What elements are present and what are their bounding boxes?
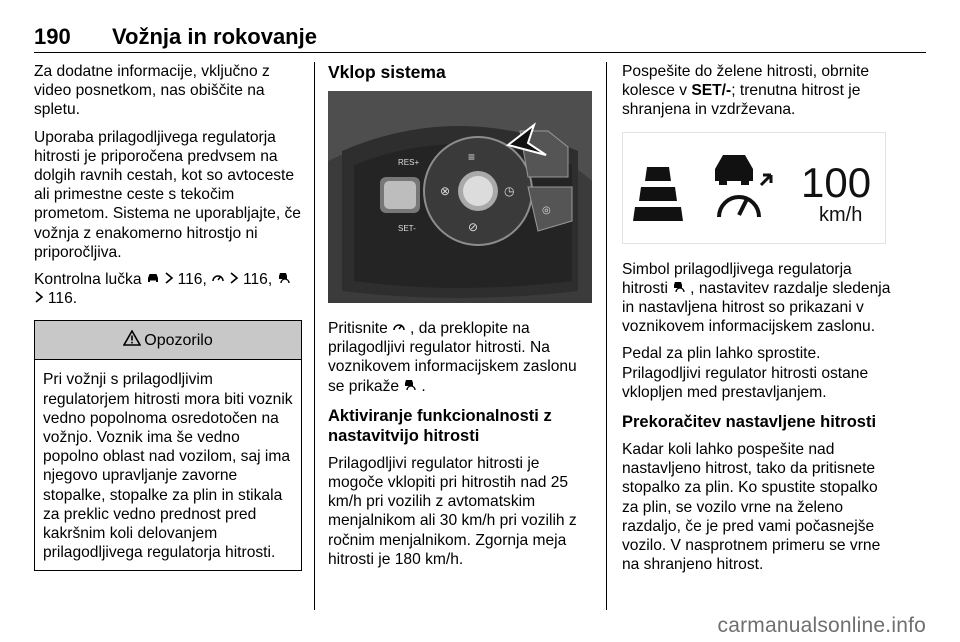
cluster-display-image: [622, 132, 886, 244]
car-icon: [146, 271, 164, 287]
paragraph-control-lamp: [34, 270, 302, 308]
paragraph-symbol: [622, 260, 892, 337]
symbol-text-2: , nastavitev razdalje sledenja in nastavljena hitrost so prikazani v voznikovem informacijskem zaslonu.: [622, 279, 891, 336]
reference-arrow-icon: [34, 290, 48, 306]
watermark: carmanualsonline.info: [717, 614, 926, 637]
set-speed-value: 100: [801, 158, 872, 206]
paragraph-exceed: Kadar koli lahko pospešite nad nastavljeno hitrost, tako da pritisnete stopalko za plin. Ko spustite stopalko za plin, se vozilo vrne na želeno razdaljo, če je pred vami počasnejše vozilo. V nasprotnem primeru se vrne na shranjeno hitrost.: [622, 441, 881, 574]
svg-text:◷: ◷: [504, 184, 515, 198]
column-1: [34, 62, 302, 571]
page-number: 190: [34, 24, 71, 49]
reference-arrow-icon: [164, 271, 178, 287]
warning-header: [35, 321, 301, 360]
cruise-control-icon: [392, 320, 410, 336]
adaptive-cruise-icon: [403, 378, 421, 394]
svg-text:≡: ≡: [468, 150, 476, 164]
paragraph-activate: [328, 319, 594, 396]
accelerate-text-1: Pospešite do želene hitrosti, obrnite kolesce v: [622, 63, 870, 100]
activate-text-2: , da preklopite na prilagodljivi regulator hitrosti. Na voznikovem informacijskem zaslonu se prikaže: [328, 320, 577, 395]
section-title-activation: Vklop sistema: [328, 62, 446, 82]
reference-arrow-icon: [229, 271, 243, 287]
control-lamp-label: Kontrolna lučka: [34, 271, 142, 289]
activate-text-1: Pritisnite: [328, 320, 388, 337]
symbol-text-1: Simbol prilagodljivega regulatorja hitrosti: [622, 260, 852, 297]
set-label: SET-: [398, 224, 416, 233]
svg-text:◎: ◎: [542, 205, 551, 216]
paragraph-accelerate: [622, 62, 892, 120]
column-divider: [606, 62, 607, 610]
adaptive-cruise-icon: [672, 280, 690, 296]
section-title-exceed-speed: Prekoračitev nastavljene hitrosti: [622, 413, 877, 432]
accelerate-text-2: ; trenutna hitrost je shranjena in vzdrževana.: [622, 82, 861, 119]
section-title-set-speed: Aktiviranje funkcionalnosti z nastavitvijo hitrosti: [328, 406, 552, 445]
speed-unit: km/h: [819, 203, 863, 226]
warning-triangle-icon: [123, 330, 141, 350]
paragraph-usage: Uporaba prilagodljivega regulatorja hitrosti je priporočena predvsem na dolgih ravnih cestah, kot so avtoceste ali primestne ceste s tekočim prometom. Sistema ne uporabljajte, če vožnja z enakomerno hitrostjo ni priporočljiva.: [34, 128, 301, 261]
svg-text:⊗: ⊗: [440, 184, 451, 198]
paragraph-info: Za dodatne informacije, vključno z video posnetkom, nas obiščite na spletu.: [34, 63, 270, 119]
page-header: [34, 20, 926, 53]
page-ref-3: 116.: [47, 290, 78, 308]
paragraph-speed-limits: Prilagodljivi regulator hitrosti je mogoče vklopiti pri hitrostih nad 25 km/h pri vozilih z avtomatskim menjalnikom ali 30 km/h pri vozilih z ročnim menjalnikom. Zgornja meja hitrosti je 180 km/h.: [328, 454, 577, 568]
paragraph-release-pedal: Pedal za plin lahko sprostite. Prilagodljivi regulator hitrosti ostane vklopljen med prestavljanjem.: [622, 345, 869, 401]
adaptive-cruise-icon: [277, 271, 291, 287]
res-label: RES+: [398, 158, 420, 167]
steering-wheel-controls-image: [328, 91, 592, 303]
page-ref-1: 116,: [177, 271, 207, 289]
column-divider: [314, 62, 315, 610]
warning-title: Opozorilo: [144, 331, 213, 349]
column-2: [328, 62, 594, 577]
warning-box: [34, 320, 302, 571]
set-key-label: SET/-: [691, 82, 732, 100]
svg-text:⊘: ⊘: [468, 220, 479, 234]
chapter-title: Vožnja in rokovanje: [112, 24, 317, 49]
column-3: [622, 62, 892, 582]
page-ref-2: 116,: [242, 271, 273, 289]
activate-text-3: .: [421, 377, 426, 395]
cruise-control-icon: [211, 271, 229, 287]
warning-body: Pri vožnji s prilagodljivim regulatorjem hitrosti mora biti voznik vedno popolnoma osredotočen na vožnjo. Voznik ima še vedno popolno oblast nad vozilom, saj ima njegovo upravljanje zavorne stopalke, stopalke za plin in stikala za preklic vedno prednost pred kakršnim koli delovanjem prilagodljivega regulatorja hitrosti.: [43, 371, 293, 562]
